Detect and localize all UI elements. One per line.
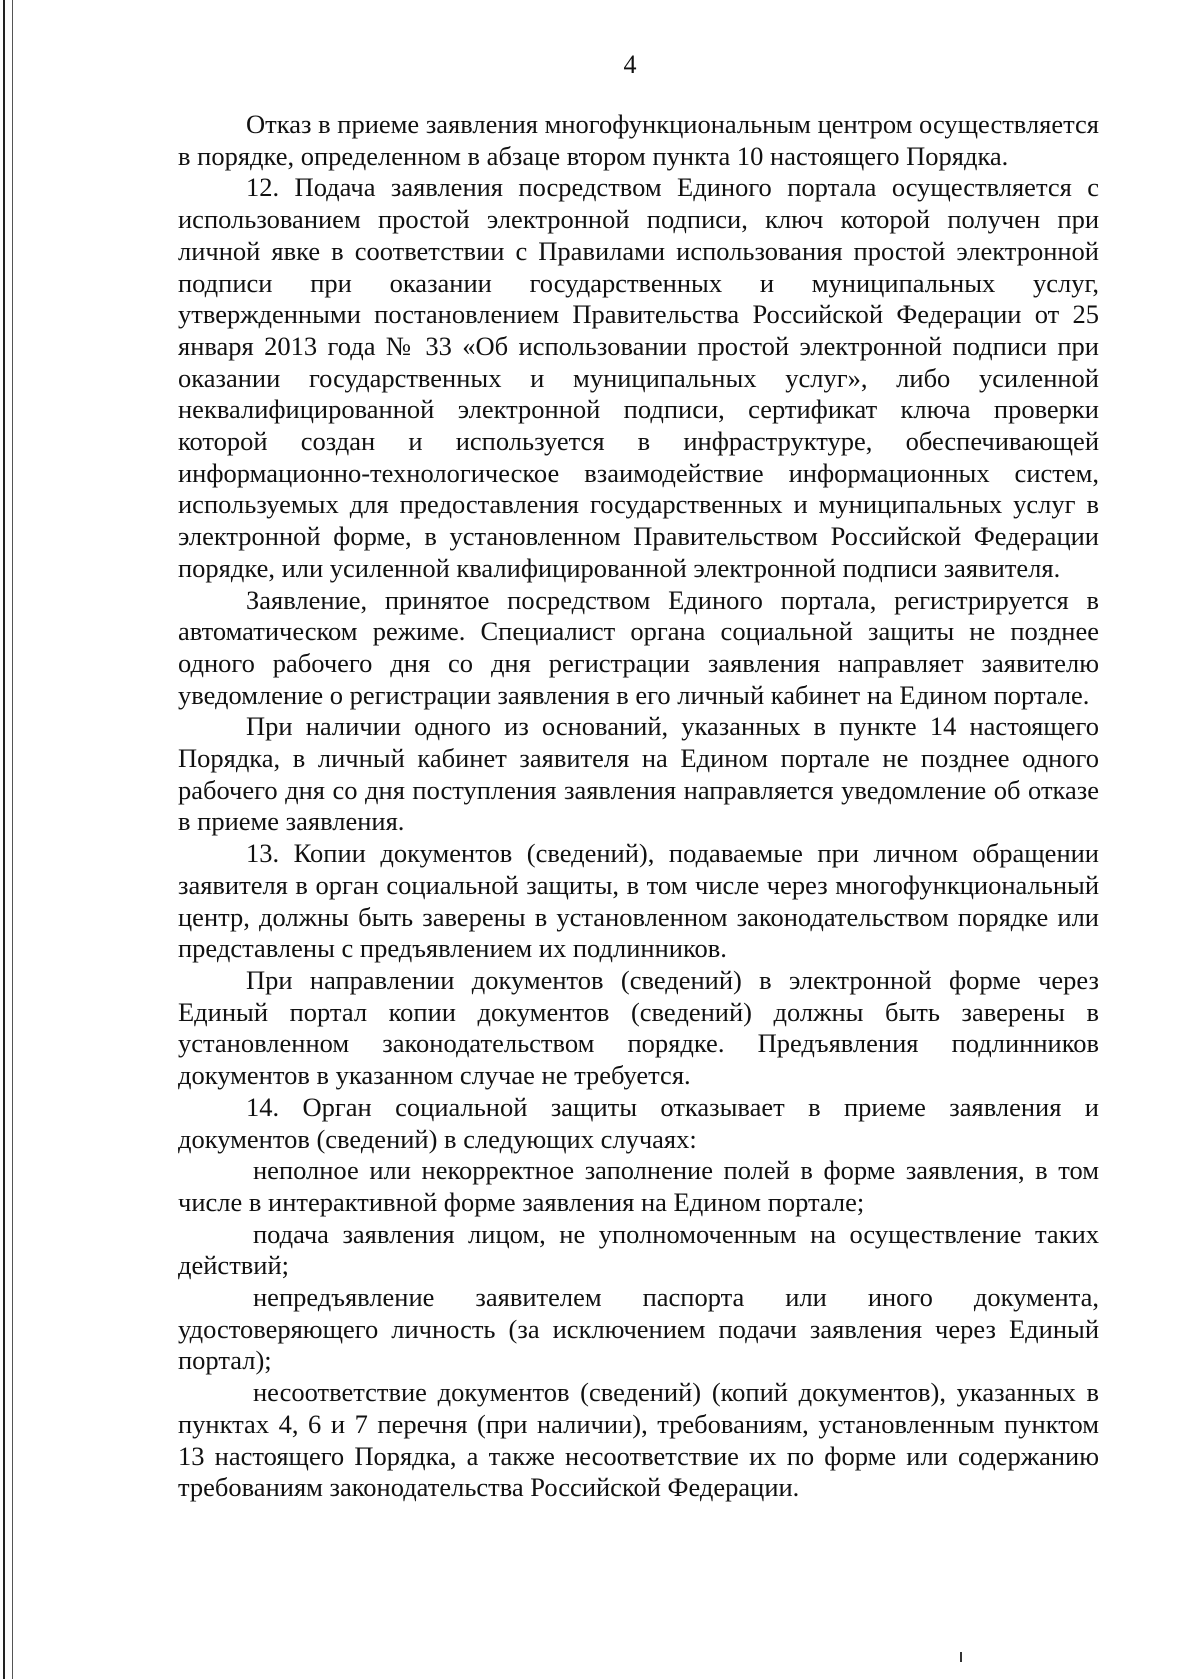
- list-item-nonconforming-documents: несоответствие документов (сведений) (копий документов), указанных в пунктах 4, 6 и 7 перечня (при наличии), требованиям, установленным пунктом 13 настоящего Порядка, а также несоответствие их по форме или содержанию требованиям законодательства Российской Федерации.: [178, 1377, 1099, 1503]
- list-item-unauthorized-person: подача заявления лицом, не уполномоченным на осуществление таких действий;: [178, 1218, 1099, 1281]
- paragraph-automatic-registration: Заявление, принятое посредством Единого портала, регистрируется в автоматическом режиме. Специалист органа социальной защиты не позднее одного рабочего дня со дня регистрации заявления направляет заявителю уведомление о регистрации заявления в его личный кабинет на Едином портале.: [178, 584, 1099, 710]
- paragraph-refusal-notification: При наличии одного из оснований, указанных в пункте 14 настоящего Порядка, в личный кабинет заявителя на Едином портале не позднее одного рабочего дня со дня поступления заявления направляется уведомление об отказе в приеме заявления.: [178, 711, 1099, 837]
- list-item-incomplete-form: неполное или некорректное заполнение полей в форме заявления, в том числе в интерактивной форме заявления на Едином портале;: [178, 1155, 1099, 1217]
- paragraph-14-refusal-grounds: 14. Орган социальной защиты отказывает в приеме заявления и документов (сведений) в следующих случаях:: [178, 1091, 1099, 1154]
- page-number: 4: [623, 50, 637, 79]
- scan-page-edge-inner: [12, 0, 13, 1679]
- paragraph-electronic-copies: При направлении документов (сведений) в электронной форме через Единый портал копии документов (сведений) должны быть заверены в установленном законодательством порядке. Предъявления подлинников документов в указанном случае не требуется.: [178, 964, 1099, 1091]
- scan-artifact-mark: [960, 1652, 962, 1662]
- list-item-no-passport: непредъявление заявителем паспорта или иного документа, удостоверяющего личность (за исключением подачи заявления через Единый портал);: [178, 1282, 1099, 1376]
- paragraph-13-document-copies: 13. Копии документов (сведений), подаваемые при личном обращении заявителя в орган социальной защиты, в том числе через многофункциональный центр, должны быть заверены в установленном законодательством порядке или представлены с предъявлением их подлинников.: [178, 838, 1099, 964]
- paragraph-mfc-refusal: Отказ в приеме заявления многофункциональным центром осуществляется в порядке, определенном в абзаце втором пункта 10 настоящего Порядка.: [178, 109, 1099, 171]
- document-body: [178, 109, 1099, 1504]
- scan-page-edge: [3, 0, 5, 1679]
- paragraph-12-electronic-signature: 12. Подача заявления посредством Единого портала осуществляется с использованием простой электронной подписи, ключ которой получен при личной явке в соответствии с Правилами использования простой электронной подписи при оказании государственных и муниципальных услуг, утвержденными постановлением Правительства Российской Федерации от 25 января 2013 года № 33 «Об использовании простой электронной подписи при оказании государственных и муниципальных услуг», либо усиленной неквалифицированной электронной подписи, сертификат ключа проверки которой создан и используется в инфраструктуре, обеспечивающей информационно-технологическое взаимодействие информационных систем, используемых для предоставления государственных и муниципальных услуг в электронной форме, в установленном Правительством Российской Федерации порядке, или усиленной квалифицированной электронной подписи заявителя.: [178, 172, 1099, 583]
